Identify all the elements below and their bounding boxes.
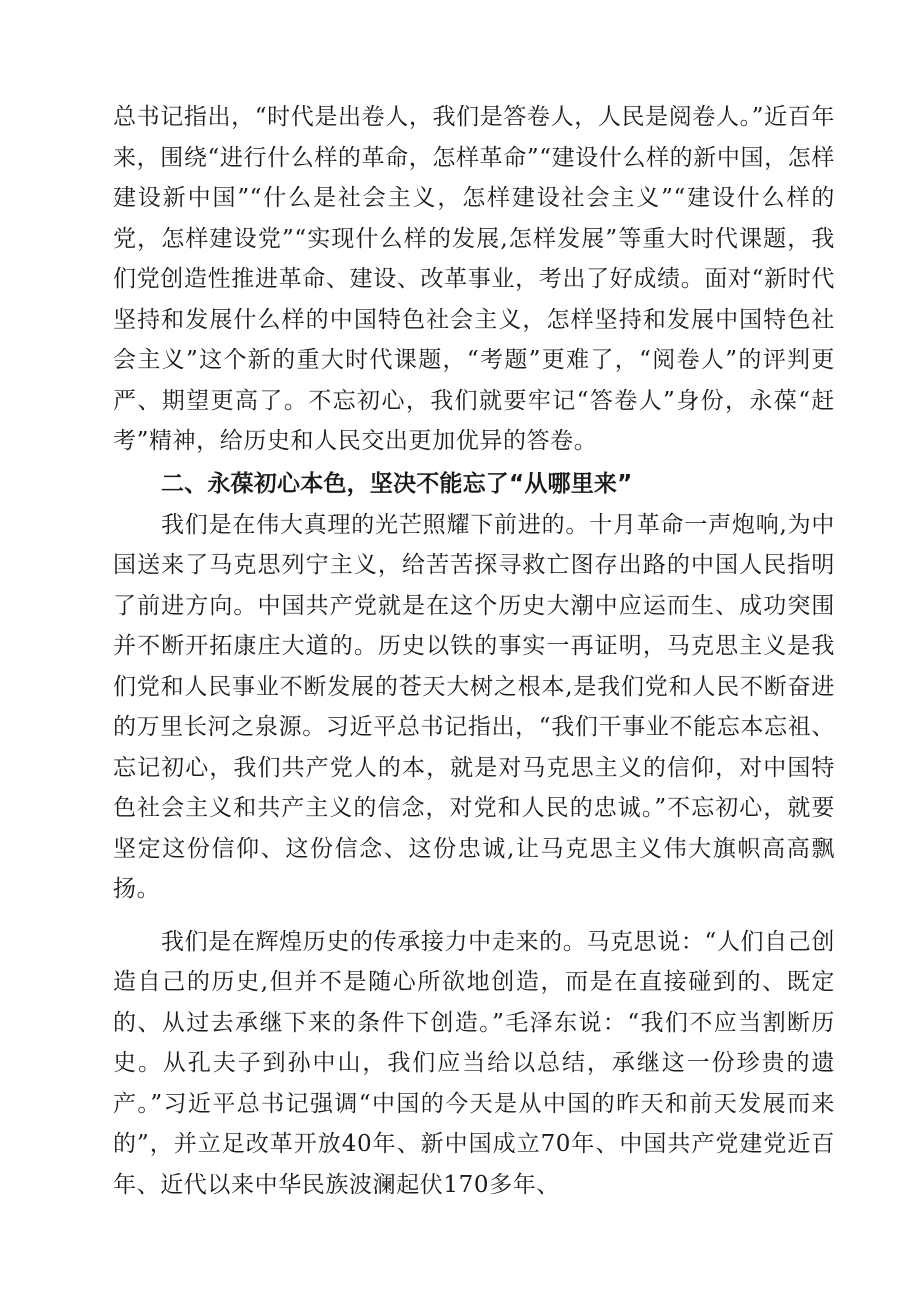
paragraph-1: 总书记指出，“时代是出卷人，我们是答卷人，人民是阅卷人。”近百年来，围绕“进行什么样的革命，怎样革命”“建设什么样的新中国，怎样建设新中国”“什么是社会主义，怎样建设社会主义”“建设什么样的党，怎样建设党”“实现什么样的发展,怎样发展”等重大时代课题，我们党创造性推进革命、建设、改革事业，考出了好成绩。面对“新时代坚持和发展什么样的中国特色社会主义，怎样坚持和发展中国特色社会主义”这个新的重大时代课题，“考题”更难了，“阅卷人”的评判更严、期望更高了。不忘初心，我们就要牢记“答卷人”身份，永葆“赶考”精神，给历史和人民交出更加优异的答卷。	[113, 104, 835, 454]
document-body	[113, 97, 835, 1205]
paragraph-2: 我们是在伟大真理的光芒照耀下前进的。十月革命一声炮响,为中国送来了马克思列宁主义，给苦苦探寻救亡图存出路的中国人民指明了前进方向。中国共产党就是在这个历史大潮中应运而生、成功突围并不断开拓康庄大道的。历史以铁的事实一再证明，马克思主义是我们党和人民事业不断发展的苍天大树之根本,是我们党和人民不断奋进的万里长河之泉源。习近平总书记指出，“我们干事业不能忘本忘祖、忘记初心，我们共产党人的本，就是对马克思主义的信仰，对中国特色社会主义和共产主义的信念，对党和人民的忠诚。”不忘初心，就要坚定这份信仰、这份信念、这份忠诚,让马克思主义伟大旗帜高高飘扬。	[113, 511, 835, 902]
paragraph-3: 我们是在辉煌历史的传承接力中走来的。马克思说：“人们自己创造自己的历史,但并不是随心所欲地创造，而是在直接碰到的、既定的、从过去承继下来的条件下创造。”毛泽东说：“我们不应当割断历史。从孔夫子到孙中山，我们应当给以总结，承继这一份珍贵的遗产。”习近平总书记强调“中国的今天是从中国的昨天和前天发展而来的”，并立足改革开放40年、新中国成立70年、中国共产党建党近百年、近代以来中华民族波澜起伏170多年、	[113, 928, 835, 1198]
section-heading: 二、永葆初心本色，坚决不能忘了“从哪里来”	[161, 470, 633, 497]
